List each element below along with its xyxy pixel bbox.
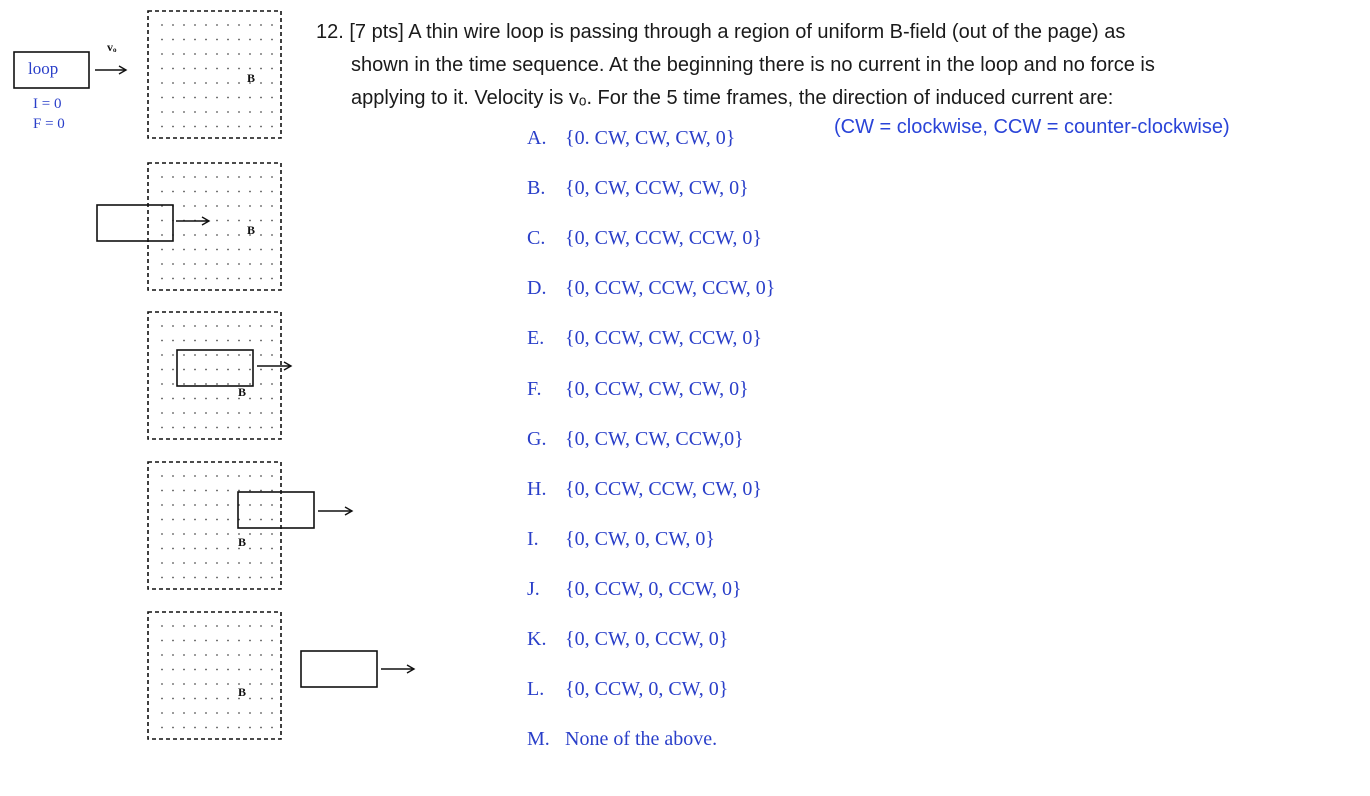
wire-loop-frame-5 <box>301 651 377 687</box>
velocity-arrow-initial <box>95 66 126 74</box>
current-label: I = 0 <box>33 96 62 112</box>
field-dots-frame-2 <box>161 176 273 279</box>
choice-h[interactable] <box>527 478 762 501</box>
choice-text: {0, CCW, 0, CW, 0} <box>565 678 729 701</box>
field-dots-frame-3 <box>161 325 273 428</box>
field-region-frame-3 <box>148 312 281 439</box>
abbreviation-legend: (CW = clockwise, CCW = counter-clockwise) <box>834 116 1230 138</box>
choice-letter: G. <box>527 427 547 450</box>
choice-letter: E. <box>527 327 545 350</box>
field-label-frame-3: B <box>238 385 247 399</box>
choice-text: {0, CCW, 0, CCW, 0} <box>565 577 742 600</box>
choice-letter: I. <box>527 527 539 550</box>
choice-letter: D. <box>527 277 547 300</box>
choice-letter: F. <box>527 377 542 400</box>
loop-label: loop <box>28 59 59 78</box>
field-region-frame-4 <box>148 462 281 589</box>
choice-d[interactable] <box>527 277 775 300</box>
choice-a[interactable] <box>527 127 735 150</box>
field-region-frame-2 <box>148 163 281 290</box>
question-line-1: 12. [7 pts] A thin wire loop is passing through a region of uniform B-field (out of the page) as <box>316 21 1126 43</box>
choice-k[interactable] <box>527 628 728 651</box>
choice-letter: M. <box>527 728 550 751</box>
choice-text: {0, CW, 0, CW, 0} <box>565 527 715 550</box>
choice-text: {0, CW, CW, CCW,0} <box>565 427 744 450</box>
field-label-frame-2: B <box>247 223 256 237</box>
choice-text: {0, CW, CCW, CCW, 0} <box>565 227 763 250</box>
choice-letter: L. <box>527 678 545 701</box>
choice-b[interactable] <box>527 177 749 200</box>
choice-letter: K. <box>527 628 547 650</box>
choice-text: None of the above. <box>565 728 718 751</box>
choice-text: {0, CCW, CW, CCW, 0} <box>565 327 763 350</box>
choice-c[interactable] <box>527 227 762 250</box>
choice-f[interactable] <box>527 378 749 401</box>
choice-letter: B. <box>527 177 546 200</box>
field-region-frame-5 <box>148 612 281 739</box>
wire-loop-frame-4 <box>238 492 314 528</box>
choice-letter: J. <box>527 577 540 600</box>
velocity-label: vₒ <box>107 40 117 54</box>
choice-text: {0. CW, CW, CW, 0} <box>565 127 736 149</box>
field-dots-frame-4 <box>161 475 273 578</box>
velocity-arrow-frame-5 <box>381 665 414 673</box>
field-label-frame-5: B <box>238 685 247 699</box>
question-line-3: applying to it. Velocity is vₒ. For the 5 time frames, the direction of induced current are: <box>351 87 1114 109</box>
field-dots-frame-1 <box>161 24 273 127</box>
time-sequence-diagram <box>0 0 460 796</box>
choice-text: {0, CCW, CCW, CCW, 0} <box>565 277 776 300</box>
choice-letter: C. <box>527 227 546 250</box>
choice-e[interactable] <box>527 327 762 350</box>
field-region-frame-1 <box>148 11 281 138</box>
choice-text: {0, CW, CCW, CW, 0} <box>565 177 749 200</box>
choice-letter: H. <box>527 477 547 500</box>
force-label: F = 0 <box>33 116 65 132</box>
choice-j[interactable] <box>527 578 742 601</box>
choice-letter: A. <box>527 127 547 149</box>
choice-m[interactable] <box>527 728 717 751</box>
question-line-2: shown in the time sequence. At the beginning there is no current in the loop and no force is <box>351 54 1155 76</box>
choice-text: {0, CCW, CCW, CW, 0} <box>565 477 763 500</box>
field-dots-frame-5 <box>161 625 273 728</box>
field-label-frame-4: B <box>238 535 247 549</box>
velocity-arrow-frame-3 <box>257 362 291 370</box>
velocity-arrow-frame-4 <box>318 507 352 515</box>
field-label-frame-1: B <box>247 71 256 85</box>
choice-text: {0, CW, 0, CCW, 0} <box>565 628 729 650</box>
choice-i[interactable] <box>527 528 715 551</box>
choice-text: {0, CCW, CW, CW, 0} <box>565 377 749 400</box>
choice-l[interactable] <box>527 678 728 701</box>
wire-loop-frame-3 <box>177 350 253 386</box>
velocity-arrow-frame-2 <box>176 217 209 225</box>
choice-g[interactable] <box>527 428 744 451</box>
